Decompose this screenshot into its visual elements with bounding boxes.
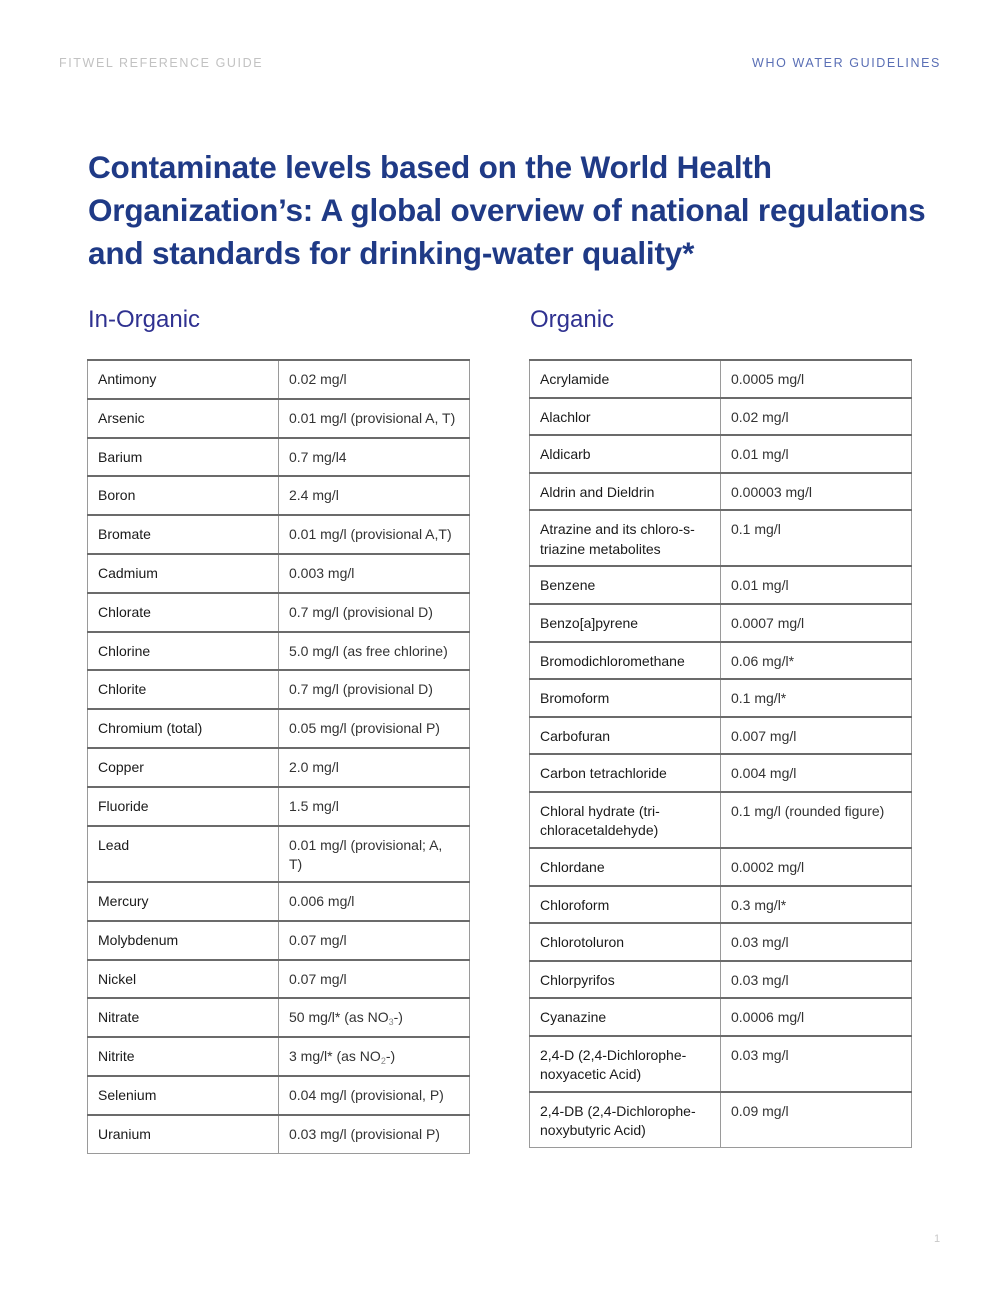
limit-text: 50 mg/l* (as NO <box>289 1009 389 1026</box>
contaminant-limit: 0.1 mg/l* <box>721 679 912 717</box>
table-row <box>88 1076 470 1115</box>
contaminant-limit: 0.01 mg/l <box>721 435 912 473</box>
contaminant-limit: 0.03 mg/l <box>721 923 912 961</box>
table-row <box>530 510 912 566</box>
table-row <box>530 679 912 717</box>
contaminant-limit: 0.01 mg/l (provisional A,T) <box>279 515 470 554</box>
contaminant-name: Aldicarb <box>530 435 721 473</box>
contaminant-limit <box>279 998 470 1037</box>
table-row <box>88 882 470 921</box>
table-row <box>88 593 470 632</box>
table-row <box>530 961 912 999</box>
contaminant-name: Nitrate <box>88 998 279 1037</box>
table-row <box>530 473 912 511</box>
contaminant-limit: 0.04 mg/l (provisional, P) <box>279 1076 470 1115</box>
subscript: 2 <box>380 1056 386 1067</box>
running-header-left: FITWEL REFERENCE GUIDE <box>59 56 264 70</box>
table-row <box>88 826 470 882</box>
table-row <box>530 998 912 1036</box>
contaminant-limit: 0.03 mg/l <box>721 961 912 999</box>
contaminant-limit: 0.00003 mg/l <box>721 473 912 511</box>
contaminant-limit: 0.07 mg/l <box>279 960 470 999</box>
contaminant-name: Selenium <box>88 1076 279 1115</box>
table-row <box>530 923 912 961</box>
running-header-right: WHO WATER GUIDELINES <box>752 56 941 70</box>
contaminant-limit <box>279 1037 470 1076</box>
table-row <box>88 748 470 787</box>
contaminant-limit: 0.0006 mg/l <box>721 998 912 1036</box>
table-row <box>530 886 912 924</box>
table-row <box>530 754 912 792</box>
table-row <box>88 921 470 960</box>
table-row <box>88 1115 470 1154</box>
contaminant-name: Chloroform <box>530 886 721 924</box>
contaminant-name: Copper <box>88 748 279 787</box>
table-row <box>530 398 912 436</box>
contaminant-limit: 0.003 mg/l <box>279 554 470 593</box>
table-row <box>530 435 912 473</box>
contaminant-limit: 0.0002 mg/l <box>721 848 912 886</box>
inorganic-heading: In-Organic <box>88 306 201 333</box>
page-number: 1 <box>934 1233 941 1245</box>
contaminant-limit: 0.05 mg/l (provisional P) <box>279 709 470 748</box>
contaminant-name: Lead <box>88 826 279 882</box>
contaminant-limit: 0.007 mg/l <box>721 717 912 755</box>
contaminant-name: Cadmium <box>88 554 279 593</box>
contaminant-limit: 0.1 mg/l <box>721 510 912 566</box>
contaminant-name: Bromodichloromethane <box>530 642 721 680</box>
contaminant-name: Bromate <box>88 515 279 554</box>
contaminant-name: Uranium <box>88 1115 279 1154</box>
contaminant-limit: 2.4 mg/l <box>279 476 470 515</box>
contaminant-name: Chlorate <box>88 593 279 632</box>
limit-text-suffix: -) <box>385 1048 396 1065</box>
table-row <box>88 787 470 826</box>
table-row <box>88 998 470 1037</box>
contaminant-name: Nitrite <box>88 1037 279 1076</box>
contaminant-limit: 0.03 mg/l <box>721 1036 912 1092</box>
contaminant-name: Aldrin and Dieldrin <box>530 473 721 511</box>
contaminant-name: Arsenic <box>88 399 279 438</box>
page-title: Contaminate levels based on the World Health Organization’s: A global overview of national regulations and standards for drinking-water quality* <box>88 149 926 271</box>
contaminant-limit: 0.01 mg/l (provisional; A, T) <box>279 826 470 882</box>
table-row <box>530 642 912 680</box>
contaminant-name: Boron <box>88 476 279 515</box>
table-row <box>88 960 470 999</box>
contaminant-name: Chlorite <box>88 670 279 709</box>
table-row <box>530 566 912 604</box>
contaminant-limit: 0.004 mg/l <box>721 754 912 792</box>
table-row <box>530 604 912 642</box>
table-row <box>88 360 470 399</box>
contaminant-limit: 0.7 mg/l (provisional D) <box>279 593 470 632</box>
table-row <box>88 438 470 477</box>
contaminant-limit: 0.02 mg/l <box>721 398 912 436</box>
contaminant-limit: 2.0 mg/l <box>279 748 470 787</box>
contaminant-limit: 0.1 mg/l (rounded figure) <box>721 792 912 848</box>
table-row <box>530 1036 912 1092</box>
contaminant-name: Bromoform <box>530 679 721 717</box>
table-row <box>88 670 470 709</box>
contaminant-limit: 0.03 mg/l (provisional P) <box>279 1115 470 1154</box>
table-row <box>88 709 470 748</box>
table-row <box>88 515 470 554</box>
table-row <box>88 1037 470 1076</box>
contaminant-name: Chlorotoluron <box>530 923 721 961</box>
table-row <box>88 476 470 515</box>
table-row <box>88 632 470 671</box>
contaminant-limit: 0.02 mg/l <box>279 360 470 399</box>
contaminant-name: Nickel <box>88 960 279 999</box>
contaminant-name: Chlordane <box>530 848 721 886</box>
contaminant-name: Benzo[a]pyrene <box>530 604 721 642</box>
contaminant-name: Barium <box>88 438 279 477</box>
contaminant-limit: 0.0007 mg/l <box>721 604 912 642</box>
contaminant-name: 2,4-D (2,4-Dichlorophe-noxyacetic Acid) <box>530 1036 721 1092</box>
contaminant-limit: 0.0005 mg/l <box>721 360 912 398</box>
contaminant-limit: 0.7 mg/l (provisional D) <box>279 670 470 709</box>
table-row <box>530 1092 912 1148</box>
contaminant-name: Alachlor <box>530 398 721 436</box>
contaminant-limit: 0.3 mg/l* <box>721 886 912 924</box>
contaminant-name: Fluoride <box>88 787 279 826</box>
contaminant-limit: 0.06 mg/l* <box>721 642 912 680</box>
contaminant-limit: 0.7 mg/l4 <box>279 438 470 477</box>
contaminant-limit: 0.07 mg/l <box>279 921 470 960</box>
contaminant-limit: 0.006 mg/l <box>279 882 470 921</box>
table-row <box>88 399 470 438</box>
contaminant-name: Chromium (total) <box>88 709 279 748</box>
contaminant-name: Antimony <box>88 360 279 399</box>
subscript: 3 <box>388 1017 394 1028</box>
contaminant-name: Cyanazine <box>530 998 721 1036</box>
table-row <box>88 554 470 593</box>
contaminant-name: Acrylamide <box>530 360 721 398</box>
organic-heading: Organic <box>530 306 615 333</box>
contaminant-name: Chloral hydrate (tri-chloracetaldehyde) <box>530 792 721 848</box>
inorganic-table <box>87 359 470 1154</box>
contaminant-name: Chlorine <box>88 632 279 671</box>
contaminant-limit: 0.01 mg/l <box>721 566 912 604</box>
contaminant-name: Atrazine and its chloro-s-triazine metabolites <box>530 510 721 566</box>
contaminant-name: 2,4-DB (2,4-Dichlorophe-noxybutyric Acid) <box>530 1092 721 1148</box>
contaminant-limit: 1.5 mg/l <box>279 787 470 826</box>
contaminant-limit: 5.0 mg/l (as free chlorine) <box>279 632 470 671</box>
contaminant-name: Molybdenum <box>88 921 279 960</box>
contaminant-name: Chlorpyrifos <box>530 961 721 999</box>
contaminant-name: Benzene <box>530 566 721 604</box>
limit-text: 3 mg/l* (as NO <box>289 1048 381 1065</box>
contaminant-name: Carbon tetrachloride <box>530 754 721 792</box>
limit-text-suffix: -) <box>393 1009 403 1026</box>
table-row <box>530 717 912 755</box>
table-row <box>530 848 912 886</box>
contaminant-name: Mercury <box>88 882 279 921</box>
contaminant-limit: 0.09 mg/l <box>721 1092 912 1148</box>
organic-table <box>529 359 912 1148</box>
table-row <box>530 360 912 398</box>
contaminant-limit: 0.01 mg/l (provisional A, T) <box>279 399 470 438</box>
contaminant-name: Carbofuran <box>530 717 721 755</box>
table-row <box>530 792 912 848</box>
